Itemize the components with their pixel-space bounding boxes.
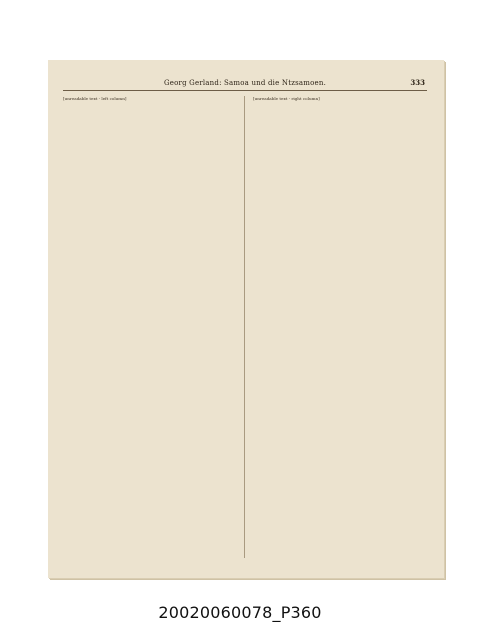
right-column bbox=[253, 96, 427, 558]
barcode-label: 20020060078_P360 bbox=[158, 603, 322, 622]
page-content bbox=[63, 78, 427, 562]
text-columns bbox=[63, 96, 427, 558]
left-column-text: [unreadable text - left column] bbox=[63, 96, 127, 101]
left-column bbox=[63, 96, 237, 558]
page-number: 333 bbox=[410, 78, 425, 87]
running-header bbox=[63, 78, 427, 91]
scanned-page bbox=[48, 60, 444, 578]
right-column-text: [unreadable text - right column] bbox=[253, 96, 320, 101]
column-divider bbox=[244, 96, 245, 558]
header-title: Georg Gerland: Samoa und die Ntzsamoen. bbox=[163, 79, 326, 87]
